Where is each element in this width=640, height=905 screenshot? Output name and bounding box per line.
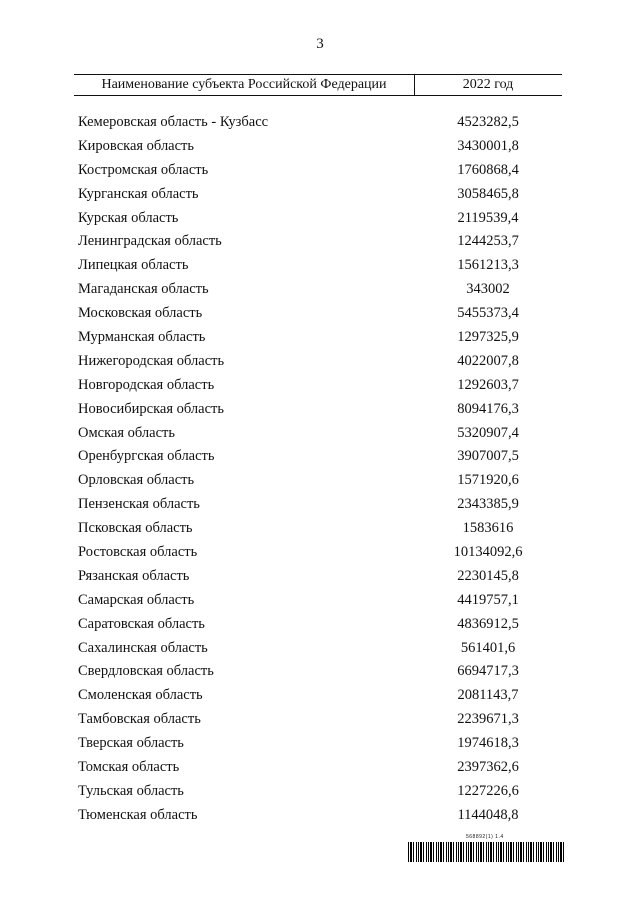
subject-name: Новгородская область	[78, 376, 215, 393]
subject-name: Томская область	[78, 759, 180, 776]
table-header	[74, 74, 562, 96]
subject-name: Тюменская область	[78, 806, 198, 823]
subject-name: Московская область	[78, 305, 203, 322]
subject-value: 2343385,9	[457, 496, 519, 513]
subject-name: Новосибирская область	[78, 400, 224, 417]
page-number: 3	[316, 36, 324, 52]
table-row	[0, 755, 640, 779]
table-row	[0, 564, 640, 588]
table-row	[0, 253, 640, 277]
table-row	[0, 206, 640, 230]
subject-value: 1583616	[462, 520, 514, 537]
subject-name: Сахалинская область	[78, 639, 208, 656]
subject-name: Кемеровская область - Кузбасс	[78, 114, 269, 130]
subject-name: Тамбовская область	[78, 711, 201, 728]
subject-value: 561401,6	[460, 639, 516, 656]
subject-value: 4419757,1	[457, 591, 519, 608]
subject-value: 343002	[466, 281, 510, 298]
table-row	[0, 636, 640, 660]
subject-value: 4523282,5	[457, 114, 519, 130]
subject-name: Саратовская область	[78, 615, 205, 632]
subject-name: Тверская область	[78, 735, 184, 752]
subject-value: 2239671,3	[457, 711, 519, 728]
subject-value: 1571920,6	[457, 472, 519, 489]
subject-name: Липецкая область	[78, 257, 189, 274]
table-row	[0, 229, 640, 253]
subject-name: Тульская область	[78, 782, 184, 799]
subject-name: Рязанская область	[78, 567, 190, 584]
header-year: 2022 год	[462, 77, 514, 92]
subject-name: Свердловская область	[78, 663, 214, 680]
subject-value: 2119539,4	[457, 209, 519, 226]
table-row	[0, 492, 640, 516]
subject-name: Оренбургская область	[78, 448, 215, 465]
subject-value: 1760868,4	[457, 161, 519, 178]
table-row	[0, 134, 640, 158]
table-row	[0, 612, 640, 636]
table-row	[0, 325, 640, 349]
table-row	[0, 182, 640, 206]
subject-name: Ростовская область	[78, 544, 198, 561]
subject-value: 4022007,8	[457, 352, 519, 369]
subject-value: 1244253,7	[457, 233, 519, 250]
table-row	[0, 373, 640, 397]
table-row	[0, 588, 640, 612]
subject-value: 3907007,5	[457, 448, 519, 465]
subject-value: 5455373,4	[457, 305, 519, 322]
table-row	[0, 468, 640, 492]
subject-name: Магаданская область	[78, 281, 209, 298]
table-row	[0, 444, 640, 468]
table-row	[0, 731, 640, 755]
subject-name: Смоленская область	[78, 687, 203, 704]
subject-name: Костромская область	[78, 161, 209, 178]
table-row	[0, 516, 640, 540]
table-row	[0, 659, 640, 683]
header-subject-name: Наименование субъекта Российской Федерации	[74, 75, 415, 95]
subject-value: 5320907,4	[457, 424, 519, 441]
table-row	[0, 277, 640, 301]
subject-value: 1227226,6	[457, 782, 519, 799]
subject-name: Ленинградская область	[78, 233, 222, 250]
table-row	[0, 110, 640, 134]
table-row	[0, 349, 640, 373]
subject-value: 1144048,8	[457, 806, 519, 823]
subject-value: 1292603,7	[457, 376, 519, 393]
subject-value: 1974618,3	[457, 735, 519, 752]
table-row	[0, 301, 640, 325]
subject-name: Нижегородская область	[78, 352, 225, 369]
barcode-text: 568892(1) 1.4	[466, 834, 504, 840]
subject-name: Курская область	[78, 209, 179, 226]
subject-value: 10134092,6	[453, 544, 523, 561]
table-row	[0, 397, 640, 421]
subject-name: Самарская область	[78, 591, 195, 608]
subject-value: 3430001,8	[457, 137, 519, 154]
subject-name: Кировская область	[78, 137, 195, 154]
table-row	[0, 540, 640, 564]
table-row	[0, 803, 640, 827]
subject-value: 6694717,3	[457, 663, 519, 680]
subject-name: Псковская область	[78, 520, 193, 537]
subject-name: Омская область	[78, 424, 175, 441]
subject-name: Мурманская область	[78, 329, 206, 346]
subject-value: 1561213,3	[457, 257, 519, 274]
subject-value: 4836912,5	[457, 615, 519, 632]
subject-value: 2397362,6	[457, 759, 519, 776]
table-row	[0, 158, 640, 182]
table-body	[0, 110, 640, 827]
subject-value: 2081143,7	[457, 687, 519, 704]
subject-name: Пензенская область	[78, 496, 200, 513]
barcode-icon	[408, 842, 564, 862]
subject-value: 3058465,8	[457, 185, 519, 202]
subject-name: Курганская область	[78, 185, 199, 202]
subject-value: 8094176,3	[457, 400, 519, 417]
table-row	[0, 683, 640, 707]
table-row	[0, 421, 640, 445]
subject-value: 1297325,9	[457, 329, 519, 346]
table-row	[0, 707, 640, 731]
subject-value: 2230145,8	[457, 567, 519, 584]
table-row	[0, 779, 640, 803]
barcode-block	[408, 834, 564, 864]
subject-name: Орловская область	[78, 472, 195, 489]
